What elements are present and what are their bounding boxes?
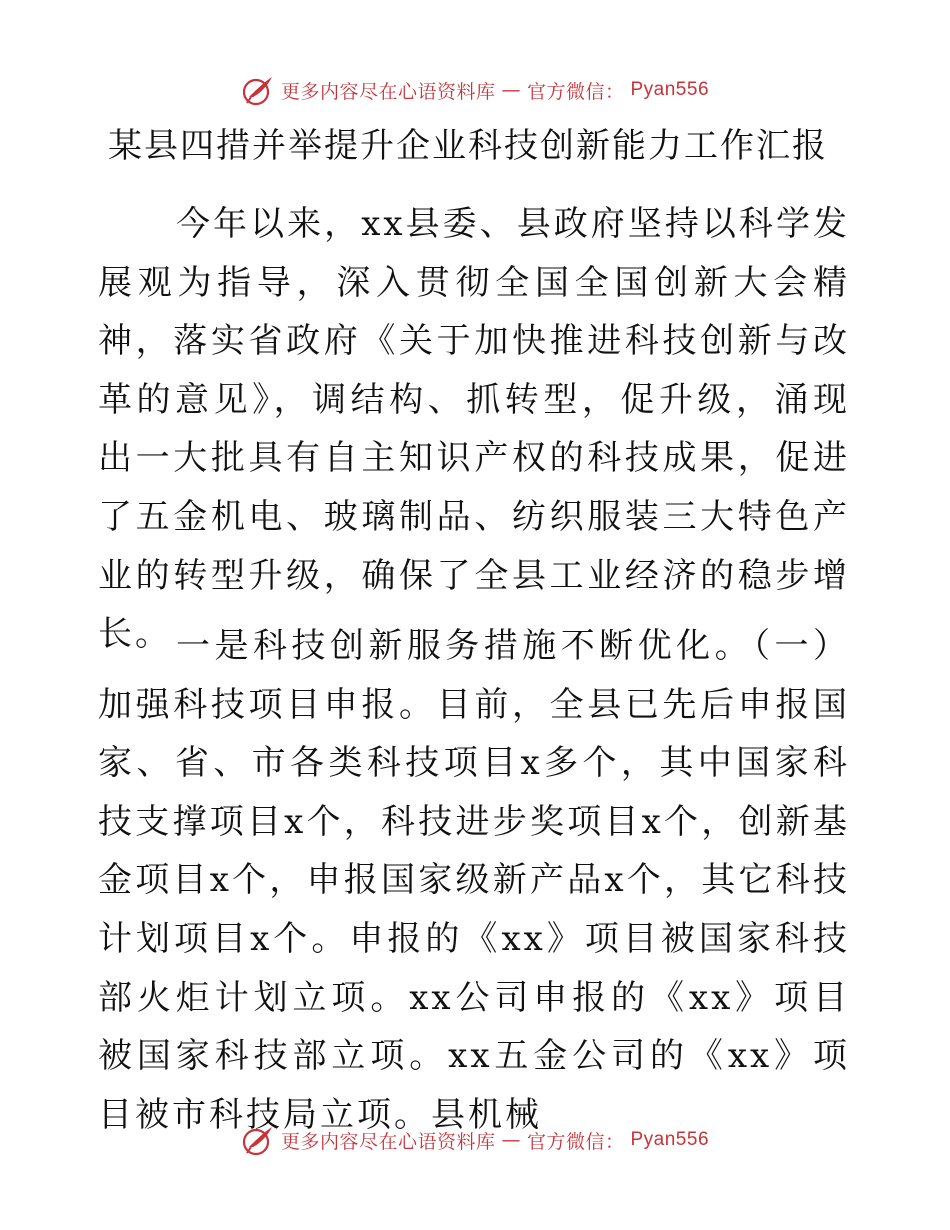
watermark-wechat-id: Pyan556 <box>630 1129 710 1150</box>
quill-logo-icon <box>241 1123 275 1157</box>
paragraph-intro: 今年以来，xx县委、县政府坚持以科学发展观为指导，深入贯彻全国全国创新大会精神，落实省政府《关于加快推进科技创新与改革的意见》，调结构、抓转型，促升级，涌现出一大批具有自主知识产权的科技成果，促进了五金机电、玻璃制品、纺织服装三大特色产业的转型升级，确保了全县工业经济的稳步增长。 <box>98 204 850 655</box>
footer-watermark <box>0 1122 950 1158</box>
watermark-wechat-label: 官方微信： <box>526 80 625 103</box>
document-title: 某县四措并举提升企业科技创新能力工作汇报 <box>108 126 828 166</box>
watermark-separator: — <box>501 79 521 101</box>
watermark-wechat-label: 官方微信： <box>526 1130 625 1153</box>
quill-logo-icon <box>241 73 275 107</box>
watermark-text: 更多内容尽在心语资料库 <box>280 1130 496 1153</box>
watermark-wechat-id: Pyan556 <box>630 79 710 100</box>
watermark-text: 更多内容尽在心语资料库 <box>280 80 496 103</box>
watermark-separator: — <box>501 1129 521 1151</box>
paragraph-measure-one: 一是科技创新服务措施不断优化。（一）加强科技项目申报。目前，全县已先后申报国家、省、市各类科技项目x多个，其中国家科技支撑项目x个，科技进步奖项目x个，创新基金项目x个，申报国家级新产品x个，其它科技计划项目x个。申报的《xx》项目被国家科技部火炬计划立项。xx公司申报的《xx》项目被国家科技部立项。xx五金公司的《xx》项目被市科技局立项。县机械 <box>98 626 850 1135</box>
header-watermark <box>0 72 950 108</box>
